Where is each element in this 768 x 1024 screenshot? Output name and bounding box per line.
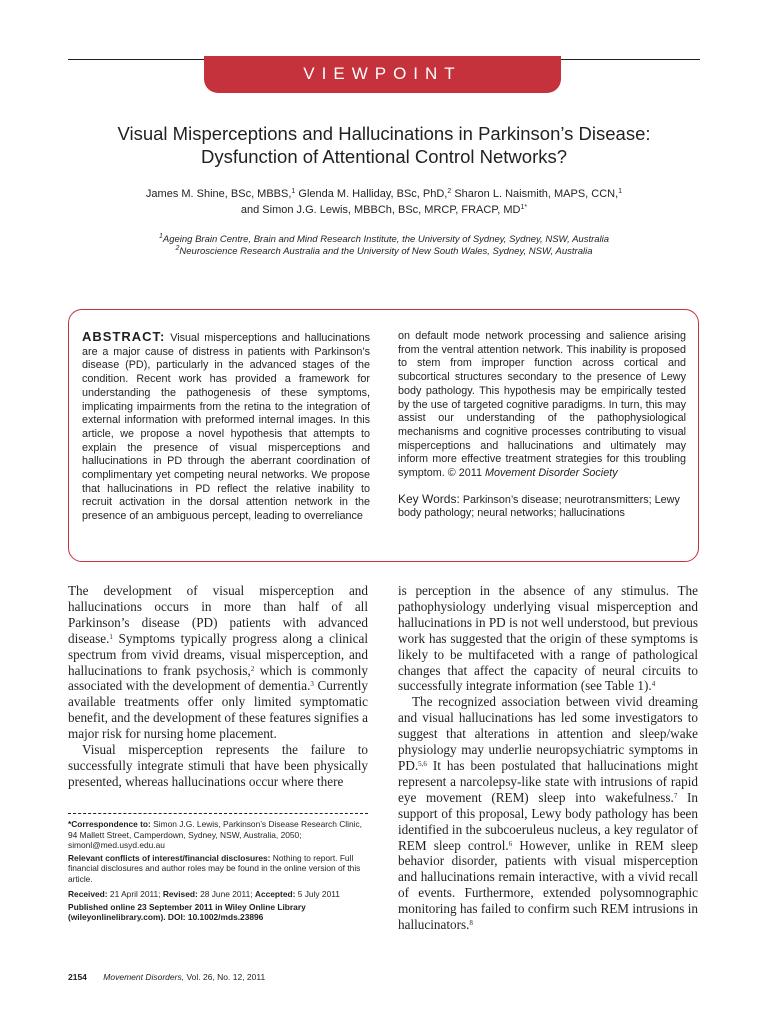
author-list	[80, 186, 688, 218]
author-lewis: and Simon J.G. Lewis, MBBCh, BSc, MRCP, FRACP, MD	[240, 204, 521, 216]
journal-volume: Vol. 26, No. 12, 2011	[186, 972, 266, 982]
keywords	[398, 493, 686, 521]
body-left-column	[68, 583, 368, 790]
publication-note: Published online 23 September 2011 in Wiley Online Library (wileyonlinelibrary.com). DOI: 10.1002/mds.23896	[68, 901, 306, 922]
section-banner: VIEWPOINT	[204, 56, 561, 93]
author-shine: James M. Shine, BSc, MBBS,	[145, 188, 292, 200]
footnote-divider	[68, 813, 368, 814]
affil-number: 1	[158, 233, 163, 240]
abstract-right-column	[398, 330, 686, 521]
citation-ref: 6	[508, 839, 513, 848]
abstract-text-left: Visual misperceptions and hallucinations are a major cause of distress in patients with Parkinson’s disease (PD), particularly in the advanced stages of the condition. Recent work has provided a framework for understanding the pathogenesis of these symptoms, implicating impairments from the retina to the integration of external information with preformed internal images. In this article, we propose a novel hypothesis that attempts to explain the presence of visual misperceptions and hallucinations in PD through the aberrant coordination of complimentary yet competing neural networks. We propose that hallucinations in PD reflect the relative inability to recruit activation in the dorsal attention network in the presence of an ambiguous percept, leading to overreliance	[82, 332, 371, 523]
dates-note: Received: 21 April 2011; Revised: 28 June 2011; Accepted: 5 July 2011	[68, 889, 340, 899]
citation-ref: 1	[109, 632, 113, 641]
journal-name: Movement Disorders,	[103, 972, 185, 982]
body-paragraph: The recognized association between vivid dreaming and visual hallucinations has led some investigators to suggest that alterations in attention and sleep/wake physiology may underlie neuropsychiatric symptoms in PD.$^{5,6}$ It has been postulated that hallucinations might represent a narcolepsy-like state with intrusions of rapid eye movement (REM) sleep into wakefulness.$^7$ In support of this proposal, Lewy body pathology has been identified in the subcoeruleus nucleus, a key regulator of REM sleep control.$^6$ However, unlike in REM sleep behavior disorder, patients with visual misperception and hallucinations remain interactive, with a vivid recall of events. Furthermore, extended polysomnographic monitoring has failed to confirm such REM intrusions in hallucinators.$^8$	[398, 694, 699, 933]
body-paragraph: The development of visual misperception and hallucinations occurs in more than half of all Parkinson’s disease (PD) patients with advanced disease.$^1$ Symptoms typically progress along a clinical spectrum from vivid dreams, visual misperception, and hallucinations to frank psychosis,$^2$ which is commonly associated with the development of dementia.$^3$ Currently available treatments offer only limited symptomatic benefit, and the development of these features signifies a major risk for nursing home placement.	[68, 583, 368, 742]
affiliation-2: Neuroscience Research Australia and the University of New South Wales, Sydney, NSW, Australia	[179, 246, 593, 257]
page-number: 2154	[68, 972, 87, 982]
author-naismith: Sharon L. Naismith, MAPS, CCN,	[451, 188, 619, 200]
keywords-heading: Key Words:	[398, 491, 460, 506]
abstract-heading: ABSTRACT:	[82, 329, 166, 344]
body-right-column	[398, 583, 698, 933]
abstract-text-right: on default mode network processing and salience arising from the ventral attention network. This inability is proposed to stem from improper function across cortical and subcortical structures secondary to the presence of Lewy body pathology. This hypothesis may be empirically tested by the use of targeted cognitive paradigms. In turn, this may assist our understanding of the pathophysiological mechanisms and cognitive processes contributing to visual misperceptions and hallucinations and ultimately may inform more effective treatment strategies for this troubling symptom.	[398, 330, 686, 480]
article-title	[60, 122, 708, 168]
author-affil-ref: 1*	[520, 204, 528, 211]
affiliation-1: Ageing Brain Centre, Brain and Mind Research Institute, the University of Sydney, Sydney, NSW, Australia	[162, 234, 610, 245]
title-line-2: Dysfunction of Attentional Control Networks?	[200, 146, 568, 167]
citation-ref: 8	[469, 919, 473, 928]
copyright: © 2011	[447, 467, 482, 480]
conflicts-note: Relevant conflicts of interest/financial disclosures: Nothing to report. Full financial disclosures and author roles may be found in the online version of this article.	[68, 852, 361, 884]
author-halliday: Glenda M. Halliday, BSc, PhD,	[295, 188, 448, 200]
citation-ref: 3	[310, 680, 314, 689]
body-paragraph: Visual misperception represents the failure to successfully integrate stimuli that have been physically presented, whereas hallucinations occur where there	[68, 742, 368, 789]
correspondence-note: *Correspondence to: Simon J.G. Lewis, Parkinson’s Disease Research Clinic, 94 Mallett Street, Camperdown, Sydney, NSW, Australia, 2050; simonl@med.usyd.edu.au	[68, 819, 363, 850]
footnotes	[68, 819, 368, 925]
citation-ref: 5,6	[418, 759, 427, 768]
affiliations	[80, 234, 688, 258]
society-name: Movement Disorder Society	[484, 467, 618, 480]
author-affil-ref: 2	[447, 188, 452, 195]
keywords-text: Parkinson’s disease; neurotransmitters; Lewy body pathology; neural networks; hallucinations	[398, 493, 680, 520]
citation-ref: 7	[673, 791, 678, 800]
page-footer	[68, 972, 265, 982]
affil-number: 2	[175, 245, 180, 252]
author-affil-ref: 1	[291, 188, 296, 195]
body-paragraph: is perception in the absence of any stimulus. The pathophysiology underlying visual misperception and hallucinations in PD is not well understood, but previous work has suggested that the origin of these symptoms is likely to be multifaceted with a range of pathological changes that affect the capacity of neural circuits to successfully integrate information (see Table 1).$^4$	[398, 583, 698, 694]
title-line-1: Visual Misperceptions and Hallucinations in Parkinson’s Disease:	[117, 123, 651, 144]
citation-ref: 4	[651, 680, 656, 689]
citation-ref: 2	[250, 664, 255, 673]
abstract-left-column	[82, 330, 370, 524]
author-affil-ref: 1	[618, 188, 623, 195]
